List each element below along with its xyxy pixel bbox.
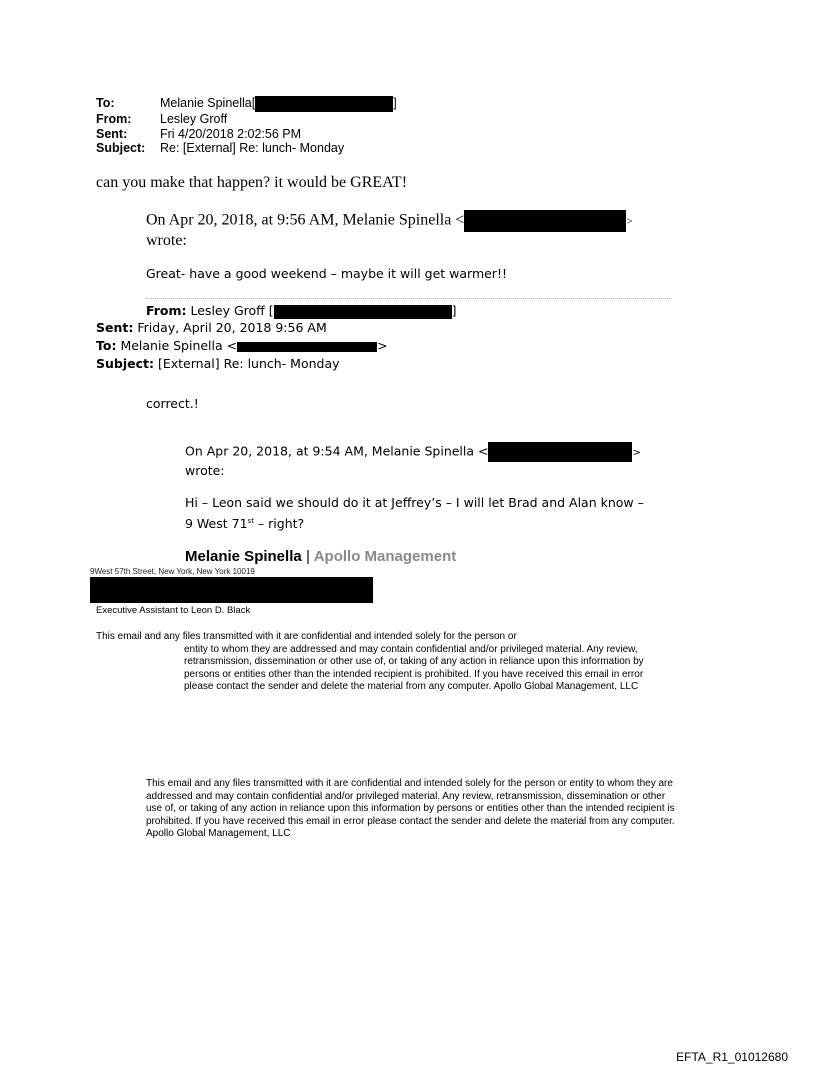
header-subject-row [96, 141, 397, 156]
signature-separator: | [305, 548, 311, 565]
disclaimer-1 [96, 631, 656, 694]
quote3-line1-close: > [632, 447, 641, 459]
fwd-from-close: ] [451, 303, 457, 318]
to-label: To: [96, 96, 115, 110]
fwd-from-row [146, 302, 457, 319]
fwd-subject-value: [External] Re: lunch- Monday [157, 356, 340, 371]
fwd-to-close: > [377, 338, 388, 353]
header-from-row [96, 112, 397, 127]
signature-address: 9West 57th Street, New York, New York 10019 [90, 567, 255, 576]
quote1-body: Great- have a good weekend – maybe it will get warmer!! [146, 266, 507, 281]
fwd-sent-label: Sent: [96, 320, 134, 335]
quote2-body: correct.! [146, 396, 199, 411]
quote3-line2: wrote: [185, 463, 225, 478]
quote3-body2-post: – right? [253, 516, 305, 532]
signature-company: Apollo Management [313, 548, 457, 565]
fwd-to-value: Melanie Spinella < [120, 338, 238, 353]
disclaimer-1-rest: entity to whom they are addressed and may contain confidential and/or privileged material. Any review, retransmission, dissemination or other use of, or taking of any action in reliance upon this information by persons or entities other than the intended recipient is prohibited. If you have received this email in error please contact the sender and delete the material from any computer. Apollo Global Management, LLC [184, 643, 644, 692]
to-close: ] [393, 96, 397, 110]
fwd-sent-value: Friday, April 20, 2018 9:56 AM [137, 320, 327, 335]
quote1-line1-close: > [626, 215, 633, 228]
signature-title: Executive Assistant to Leon D. Black [96, 605, 251, 616]
quote1-line2: wrote: [146, 232, 187, 249]
document-id: EFTA_R1_01012680 [676, 1050, 788, 1064]
fwd-to-label: To: [96, 338, 117, 353]
fwd-sent-row [96, 319, 327, 336]
redaction-box [255, 96, 393, 112]
header-to-row [96, 96, 397, 112]
redaction-box [90, 577, 373, 603]
redaction-box [274, 305, 452, 319]
signature-name: Melanie Spinella [185, 548, 302, 565]
from-value: Lesley Groff [160, 112, 228, 126]
fwd-subject-row [96, 355, 340, 372]
quote3-body2-pre: 9 West 71 [185, 516, 248, 532]
sent-label: Sent: [96, 126, 128, 141]
disclaimer-2: This email and any files transmitted with it are confidential and intended solely for the person or entity to whom they are addressed and may contain confidential and/or privileged material. Any review, retransmission, dissemination or other use of, or taking of any action in reliance upon this information by persons or entities other than the intended recipient is prohibited. If you have received this email in error please contact the sender and delete the material from any computer. Apollo Global Management, LLC [146, 778, 675, 839]
fwd-from-label: From: [146, 303, 187, 318]
email-header [96, 96, 397, 156]
to-value: Melanie Spinella[ [160, 96, 256, 110]
quote3-body [185, 494, 644, 533]
fwd-subject-label: Subject: [96, 356, 154, 371]
fwd-to-row [96, 337, 388, 354]
quote3-attribution [185, 442, 641, 479]
from-label: From: [96, 112, 132, 126]
fwd-from-value: Lesley Groff [ [190, 303, 274, 318]
redaction-box [464, 210, 626, 232]
header-sent-row [96, 127, 397, 142]
redaction-box [237, 342, 377, 352]
redaction-box [488, 442, 632, 462]
quote1-attribution [146, 210, 633, 250]
quote3-line1: On Apr 20, 2018, at 9:54 AM, Melanie Spinella < [185, 443, 489, 459]
disclaimer-1-first-line: This email and any files transmitted with it are confidential and intended solely for the person or [96, 631, 517, 642]
divider [146, 298, 672, 299]
quote3-body1: Hi – Leon said we should do it at Jeffrey’s – I will let Brad and Alan know – [185, 495, 644, 510]
quote1-line1: On Apr 20, 2018, at 9:56 AM, Melanie Spinella < [146, 211, 465, 229]
signature-name-line [185, 548, 456, 565]
message-intro: can you make that happen? it would be GREAT! [96, 174, 408, 191]
quote3-body2-sup: st [247, 517, 254, 525]
sent-value: Fri 4/20/2018 2:02:56 PM [160, 126, 302, 141]
subject-label: Subject: [96, 141, 146, 155]
subject-value: Re: [External] Re: lunch- Monday [160, 141, 345, 155]
